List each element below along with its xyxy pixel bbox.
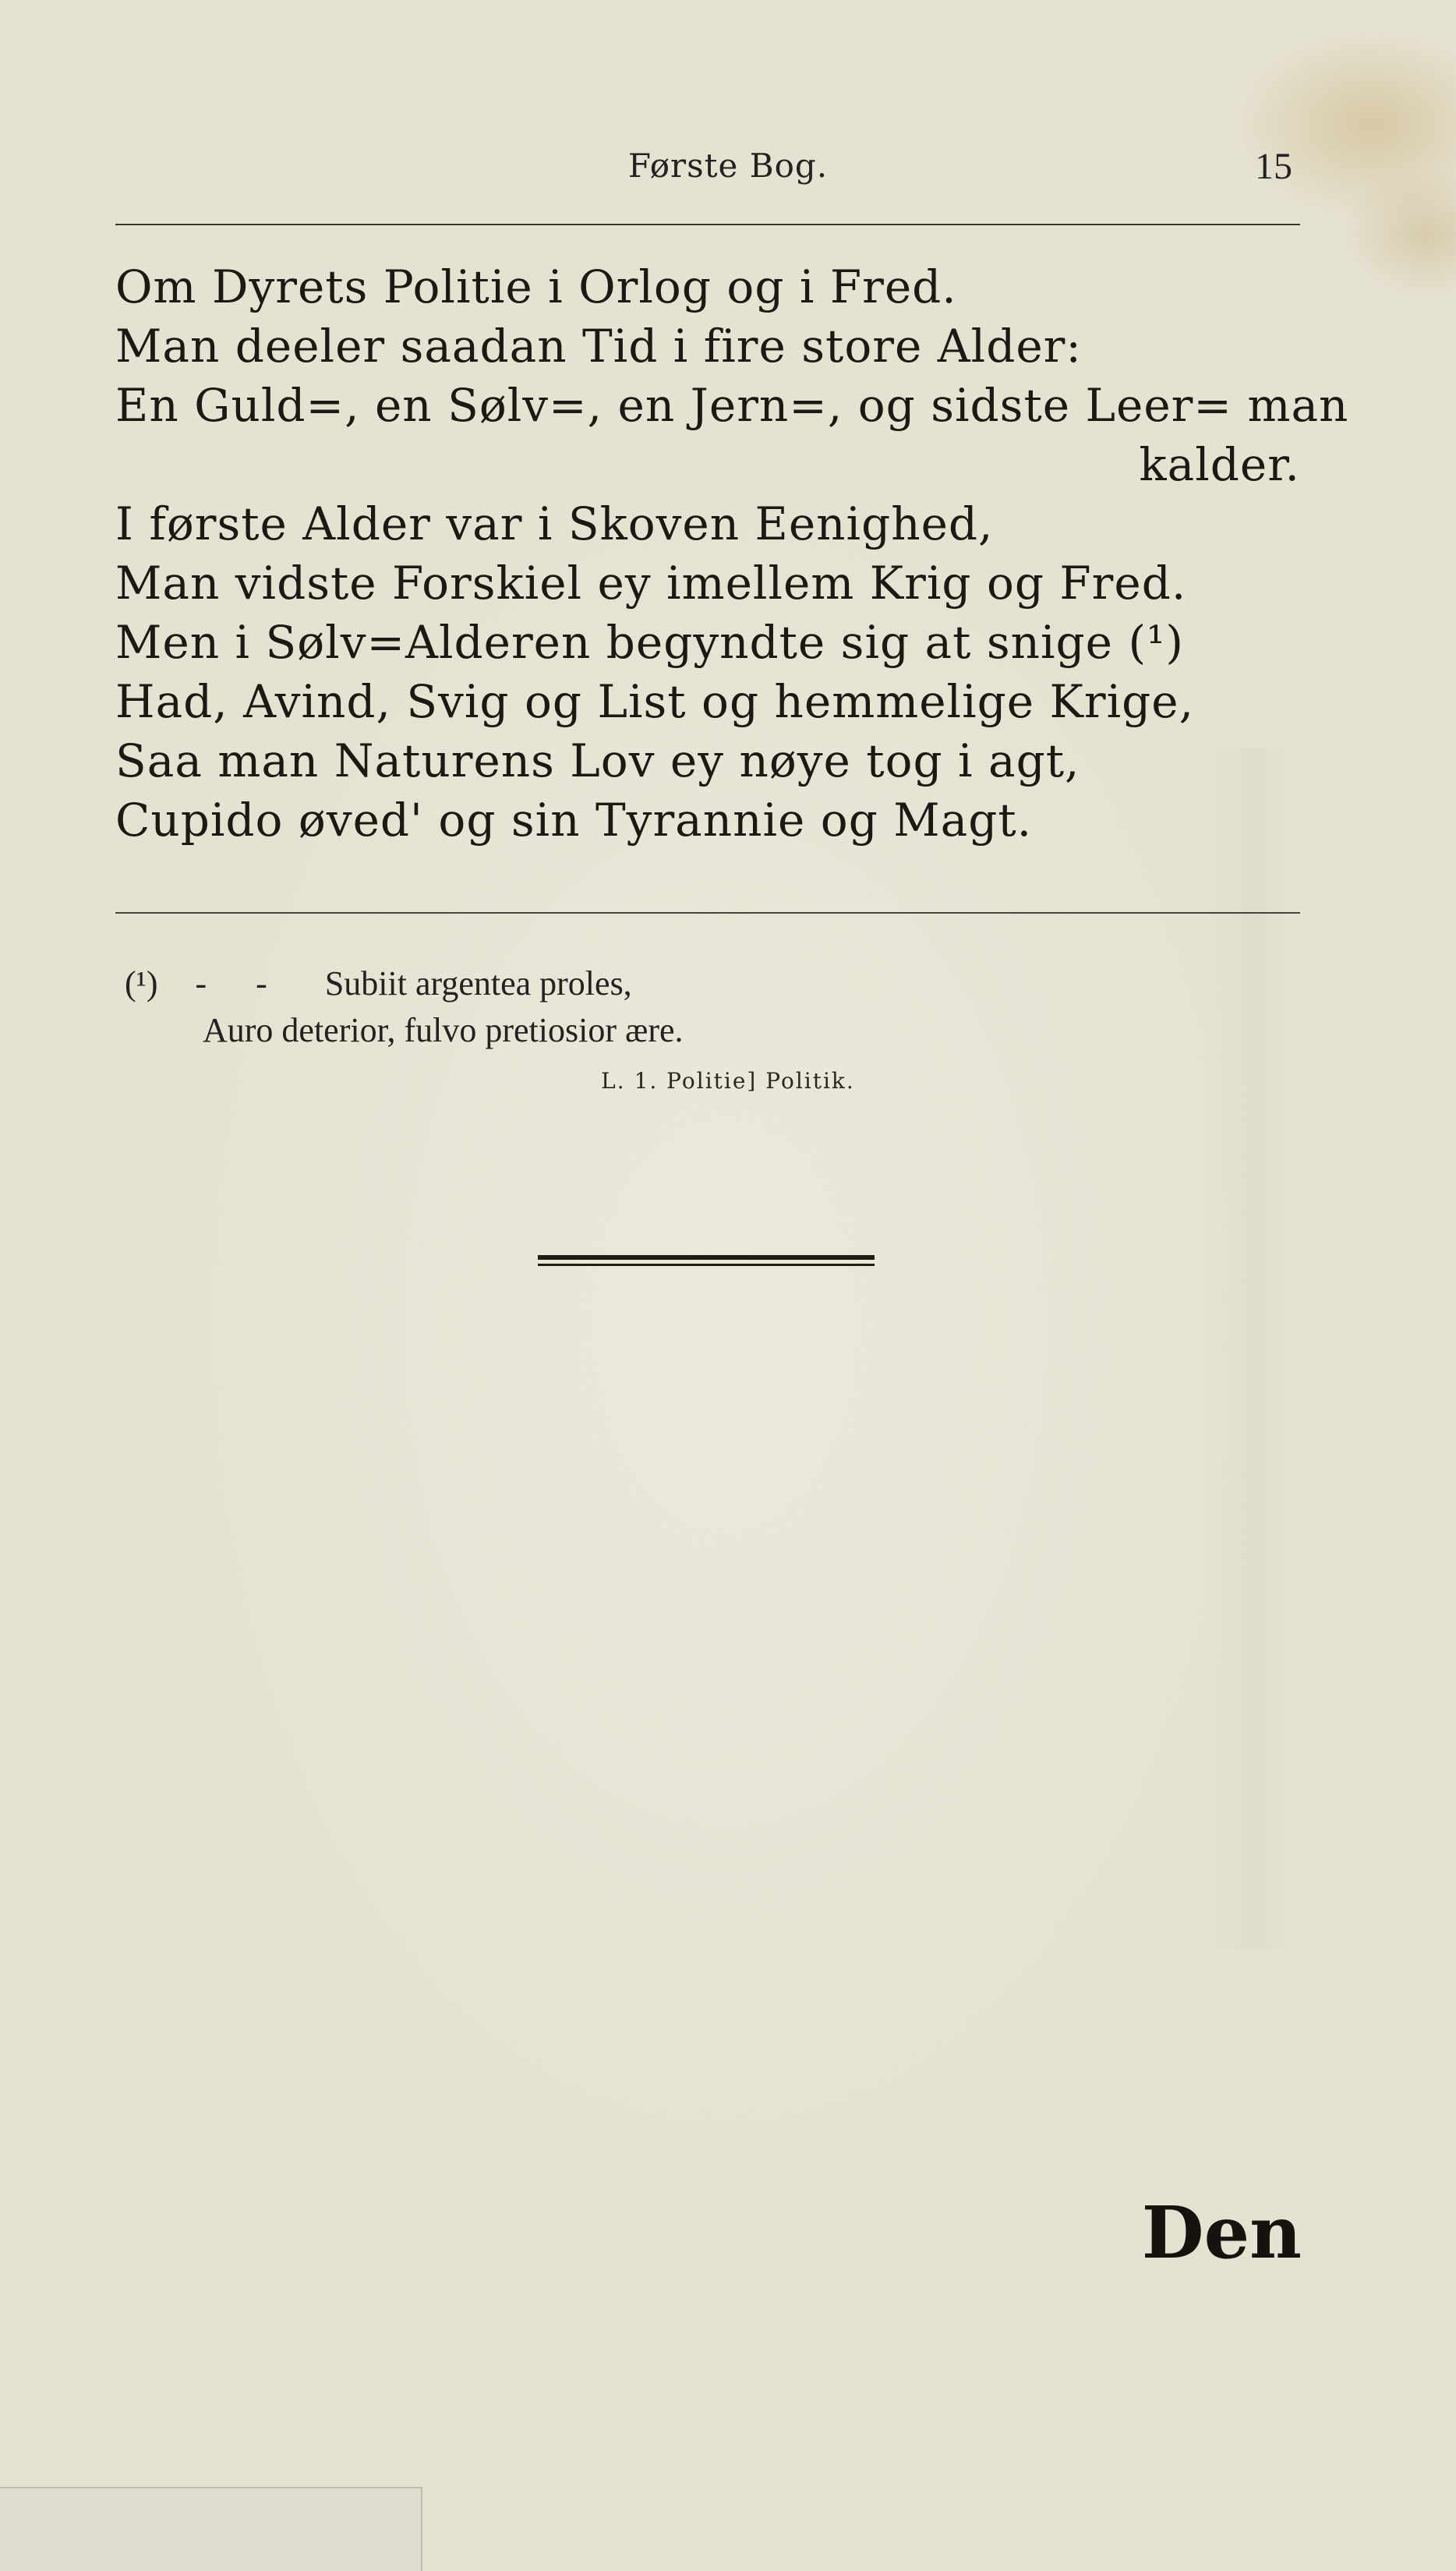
verse-line: Had, Avind, Svig og List og hemmelige Krige,: [115, 675, 1195, 728]
verse-line: Man vidste Forskiel ey imellem Krig og Fred.: [115, 557, 1187, 610]
verse-line: Cupido øved' og sin Tyrannie og Magt.: [115, 794, 1033, 847]
verse-line-continuation: kalder.: [1139, 438, 1300, 491]
textual-variant-note: L. 1. Politie] Politik.: [601, 1068, 855, 1094]
running-title: Første Bog.: [627, 147, 829, 185]
footnote-line: Auro deterior, fulvo pretiosior ære.: [203, 1011, 684, 1049]
verse-line: I første Alder var i Skoven Eenighed,: [115, 497, 994, 550]
bleed-through-shadow: [1200, 748, 1294, 1949]
end-rule-thick: [538, 1255, 875, 1260]
verse-line: En Guld=, en Sølv=, en Jern=, og sidste Leer= man: [115, 379, 1349, 432]
page-number: 15: [1255, 146, 1292, 187]
verse-line: Man deeler saadan Tid i fire store Alder:: [115, 320, 1082, 373]
footnote-rule: [115, 912, 1300, 914]
footnote: [125, 960, 1138, 1054]
header-rule: [115, 224, 1300, 225]
footnote-marker: (¹): [125, 964, 158, 1003]
verse-line: Saa man Naturens Lov ey nøye tog i agt,: [115, 734, 1080, 787]
footnote-line: [125, 960, 1138, 1007]
verse-block: [115, 257, 1349, 850]
catchword: Den: [1141, 2191, 1302, 2275]
page-corner-fold: [0, 2487, 422, 2571]
verse-line: Men i Sølv=Alderen begyndte sig at snige (¹): [115, 616, 1184, 669]
end-rule-thin: [538, 1264, 875, 1266]
footnote-dashes: - -: [195, 964, 288, 1003]
verse-line: Om Dyrets Politie i Orlog og i Fred.: [115, 260, 957, 313]
footnote-text: Subiit argentea proles,: [324, 964, 632, 1003]
